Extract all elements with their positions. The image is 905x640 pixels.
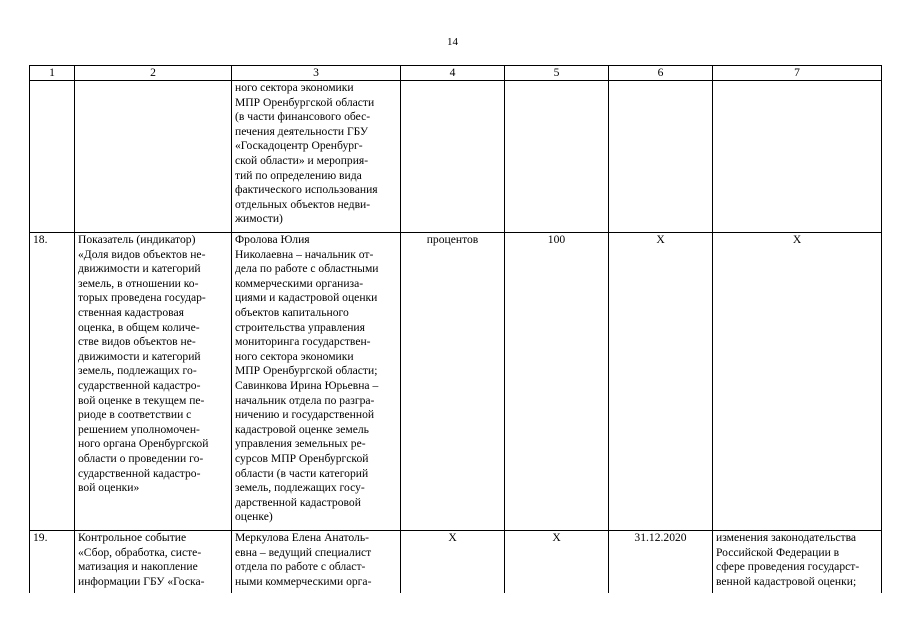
document-table — [29, 65, 882, 593]
unit: Х — [401, 531, 505, 593]
risk-description: Х — [713, 233, 882, 531]
target-value — [505, 81, 609, 233]
deadline — [609, 81, 713, 233]
column-header-4: 4 — [401, 66, 505, 81]
item-name — [75, 81, 232, 233]
page-number: 14 — [447, 36, 458, 48]
unit — [401, 81, 505, 233]
unit: процентов — [401, 233, 505, 531]
column-header-2: 2 — [75, 66, 232, 81]
responsible-person: Фролова Юлия Николаевна – начальник от- дела по работе с областными коммерческими организа- циями и кадастровой оценки объектов капитального строительства управления мониторинга государствен- ного сектора экономики МПР Оренбургской области; Савинкова Ирина Юрьевна – начальник отдела по разгра- ничению и государственной кадастровой оценке земель управления земельных ре- сурсов МПР Оренбургской области (в части категорий земель, подлежащих госу- дарственной кадастровой оценке) — [232, 233, 401, 531]
target-value: 100 — [505, 233, 609, 531]
row-number: 19. — [30, 531, 75, 593]
deadline: 31.12.2020 — [609, 531, 713, 593]
deadline: Х — [609, 233, 713, 531]
row-number: 18. — [30, 233, 75, 531]
table-row — [30, 81, 882, 233]
risk-description — [713, 81, 882, 233]
header-row — [30, 66, 882, 81]
row-number — [30, 81, 75, 233]
table-row — [30, 531, 882, 593]
column-header-1: 1 — [30, 66, 75, 81]
item-name: Показатель (индикатор) «Доля видов объектов не- движимости и категорий земель, в отношении ко- торых проведена государ- ственная кадастровая оценка, в общем количе- стве видов объектов не- движимости и категорий земель, подлежащих го- сударственной кадастро- вой оценке в текущем пе- риоде в соответствии с решением уполномочен- ного органа Оренбургской области о проведении го- сударственной кадастро- вой оценки» — [75, 233, 232, 531]
target-value: Х — [505, 531, 609, 593]
column-header-6: 6 — [609, 66, 713, 81]
column-header-7: 7 — [713, 66, 882, 81]
table-row — [30, 233, 882, 531]
column-header-3: 3 — [232, 66, 401, 81]
responsible-person: Меркулова Елена Анатоль- евна – ведущий специалист отдела по работе с област- ными коммерческими орга- — [232, 531, 401, 593]
column-header-5: 5 — [505, 66, 609, 81]
item-name: Контрольное событие «Сбор, обработка, систе- матизация и накопление информации ГБУ «Госка- — [75, 531, 232, 593]
risk-description: изменения законодательства Российской Федерации в сфере проведения государст- венной кадастровой оценки; — [713, 531, 882, 593]
responsible-person: ного сектора экономики МПР Оренбургской области (в части финансового обес- печения деятельности ГБУ «Госкадоцентр Оренбург- ской области» и мероприя- тий по определению вида фактического использования отдельных объектов недви- жимости) — [232, 81, 401, 233]
